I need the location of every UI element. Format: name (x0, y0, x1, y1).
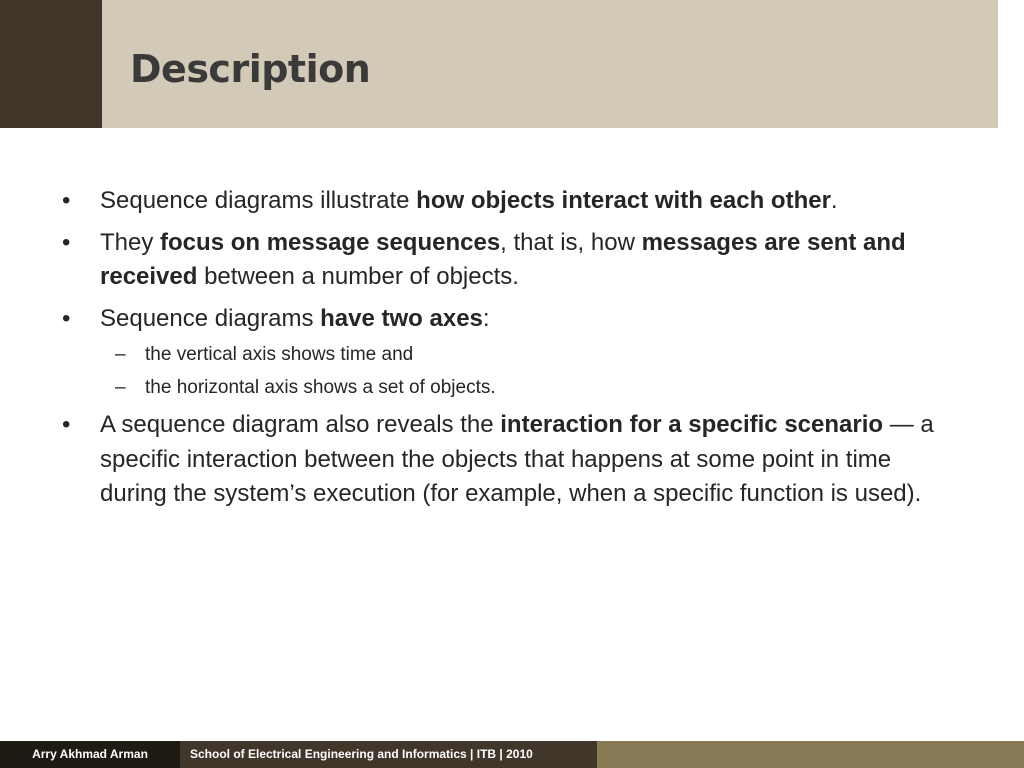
footer-school: School of Electrical Engineering and Informatics | ITB | 2010 (180, 741, 597, 768)
bullet-item (62, 226, 962, 295)
sub-bullet-item (62, 342, 962, 368)
bullet-text-bold: interaction for a specific scenario (500, 411, 884, 438)
bullet-icon: • (62, 411, 71, 438)
bullet-text (100, 411, 934, 507)
bullet-text-part: Sequence diagrams illustrate (100, 187, 417, 214)
bullet-text (100, 305, 490, 332)
bullet-icon: • (62, 228, 71, 256)
sub-bullet-item (62, 375, 962, 401)
bullet-text-bold: focus on message sequences (160, 228, 501, 256)
bullet-item (62, 184, 962, 219)
bullet-text-bold: have two axes (320, 304, 483, 332)
bullet-item (62, 408, 962, 512)
bullet-text-bold: how objects interact with each other (416, 187, 831, 214)
bullet-icon: • (62, 304, 71, 332)
bullet-text (100, 187, 838, 214)
bullet-text-part: : (482, 304, 490, 332)
bullet-text-bold: messages are sent and received (100, 228, 906, 290)
sub-bullet-list (62, 342, 962, 401)
footer-author: Arry Akhmad Arman (0, 741, 180, 768)
header-accent-block (0, 0, 102, 128)
bullet-text-part: . (830, 187, 838, 214)
bullet-list (62, 184, 962, 519)
bullet-text-part: They (100, 228, 161, 256)
dash-icon: – (115, 344, 126, 365)
bullet-item (62, 302, 962, 337)
dash-icon: – (115, 377, 126, 398)
bullet-text-part: Sequence diagrams (100, 304, 321, 332)
bullet-text-part: between a number of objects. (197, 263, 519, 290)
bullet-text (100, 229, 906, 291)
bullet-icon: • (62, 187, 71, 214)
bullet-text-part: A sequence diagram also reveals the (100, 411, 501, 438)
sub-bullet-text: the horizontal axis shows a set of objects. (145, 377, 496, 398)
sub-bullet-text: the vertical axis shows time and (145, 344, 414, 365)
bullet-text-part: , that is, how (500, 228, 642, 256)
slide-title: Description (130, 47, 371, 91)
bullet-text-part: — a specific interaction between the objects that happens at some point in time during the system’s execution (for example, when a specific function is used). (100, 411, 934, 507)
